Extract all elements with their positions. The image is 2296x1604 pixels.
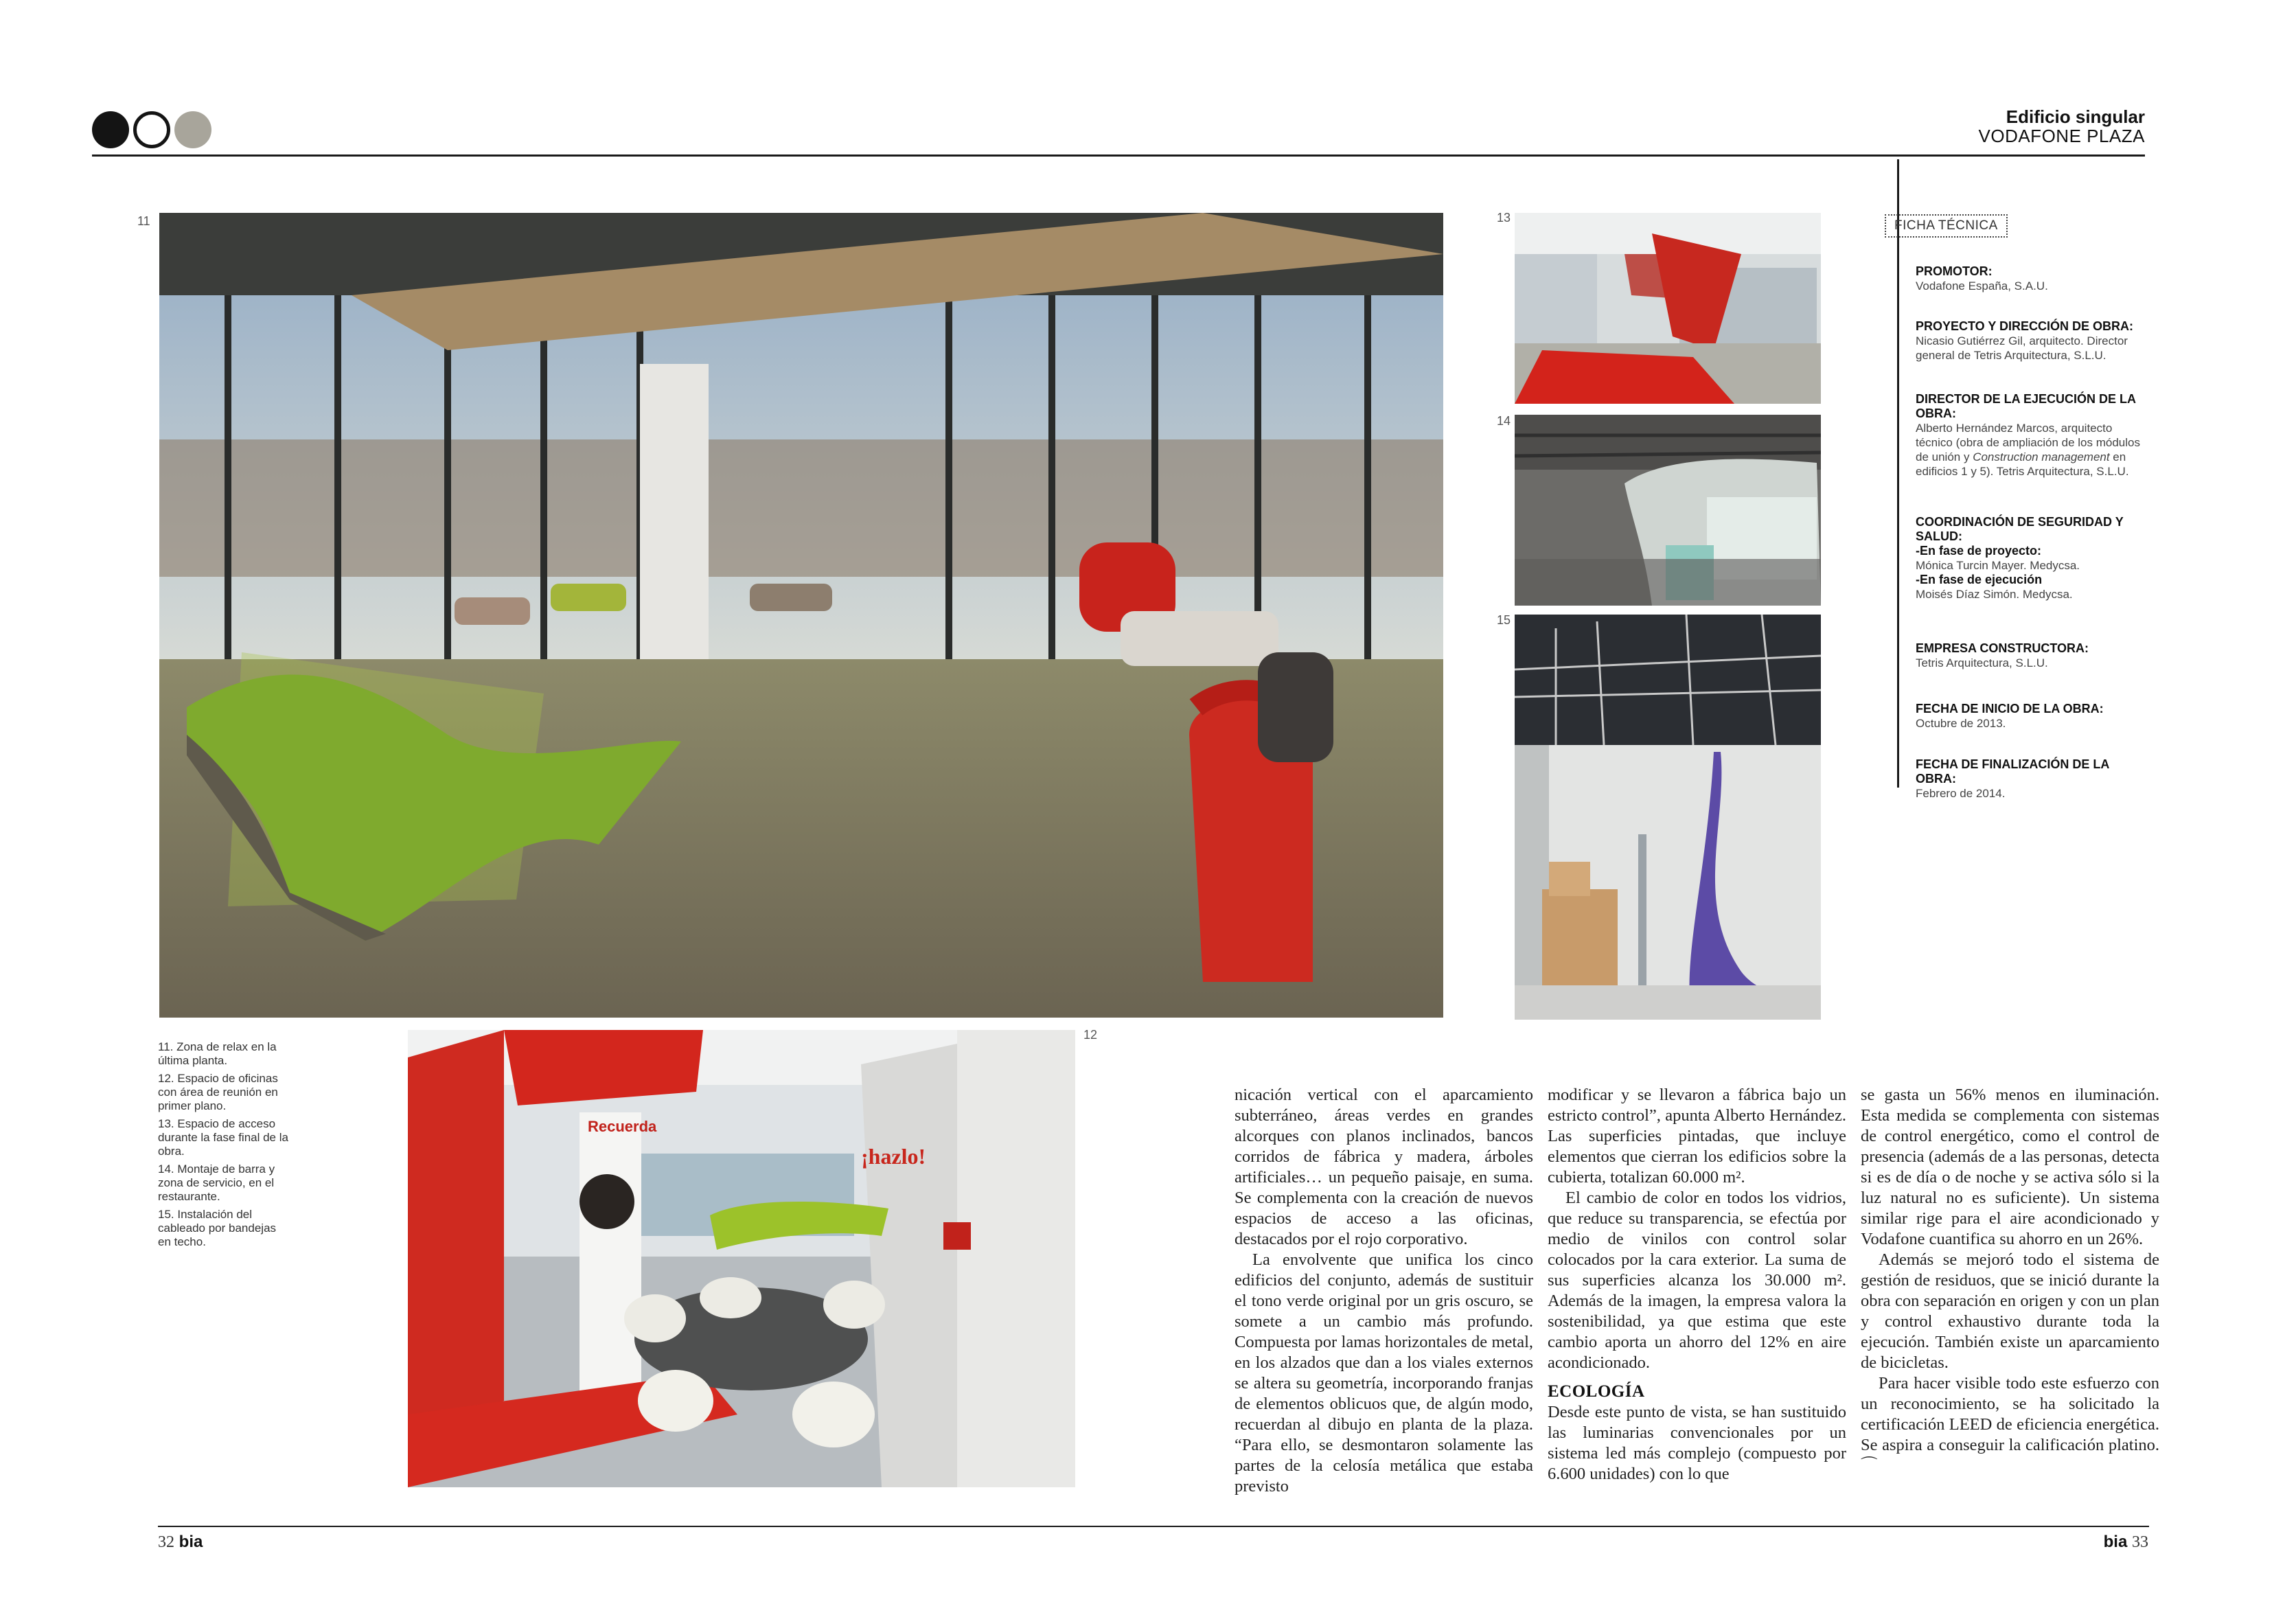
ficha-promotor [1916,264,2149,293]
sign-hazlo-text: ¡hazlo! [861,1144,926,1169]
fecha-inicio-value: Octubre de 2013. [1916,717,2006,730]
ficha-fecha-fin [1916,757,2149,801]
body-column-1 [1235,1085,1533,1497]
caption-11: 11. Zona de relax en la última planta. [158,1040,277,1067]
coordinacion-ejecucion-value: Moisés Díaz Simón. Medycsa. [1916,588,2073,601]
photo-bar-assembly [1515,415,1821,606]
caption-13: 13. Espacio de acceso durante la fase final de la obra. [158,1117,288,1158]
gray-dot [174,111,211,148]
footer-rule [158,1526,2149,1527]
figure-number-13: 13 [1497,211,1511,225]
sidebar-rule-top [1897,159,1899,221]
director-text-a: Alberto Hernández Marcos, arquitecto técnico (obra de ampliación de los módulos de unión y [1916,422,2140,463]
photo-access-space [1515,213,1821,404]
director-text-em: Construction management [1973,450,2110,463]
magazine-brand-left: bia [179,1533,203,1551]
proyecto-heading: PROYECTO Y DIRECCIÓN DE OBRA: [1916,319,2134,333]
figure-number-14: 14 [1497,414,1511,428]
white-dot [133,111,170,148]
sign-recuerda-text: Recuerda [588,1118,657,1135]
closing-text: Para hacer visible todo este esfuerzo con un reconocimiento, se ha solicitado la certificación LEED de eficiencia energética. Se aspira a conseguir la calificación platino. [1861,1374,2159,1454]
magazine-brand-right: bia [2103,1533,2128,1551]
coordinacion-proyecto-value: Mónica Turcin Mayer. Medycsa. [1916,559,2080,572]
photo-relax-zone [159,213,1443,1018]
body-paragraph: se gasta un 56% menos en iluminación. Esta medida se complementa con sistemas de control energético, como el control de presencia (además de a las personas, detecta si es de día o de noche y se activa sólo si la luz natural no es suficiente). Un sistema similar rige para el aire acondicionado y Vodafone cuantifica su ahorro en un 26%. [1861,1086,2159,1248]
ficha-coordinacion [1916,515,2149,602]
director-value [1916,421,2149,479]
coordinacion-ejecucion-heading: -En fase de ejecución [1916,573,2043,586]
black-dot [92,111,129,148]
figure-number-11: 11 [137,214,150,228]
figure-number-15: 15 [1497,613,1511,627]
photo-cable-trays [1515,615,1821,1020]
ficha-fecha-inicio [1916,702,2149,731]
ficha-empresa [1916,641,2149,670]
coordinacion-heading: COORDINACIÓN DE SEGURIDAD Y SALUD: [1916,515,2124,543]
section-label: Edificio singular [2006,106,2145,127]
body-column-3 [1861,1085,2159,1476]
figure-number-12: 12 [1083,1028,1098,1042]
director-heading: DIRECTOR DE LA EJECUCIÓN DE LA OBRA: [1916,392,2136,420]
body-paragraph: Además se mejoró todo el sistema de gestión de residuos, que se inició durante la obra con separación en origen y con un plan y control exhaustivo durante toda la ejecución. También existe un aparcamiento de bicicletas. [1861,1250,2159,1372]
promotor-value: Vodafone España, S.A.U. [1916,279,2048,293]
ficha-director [1916,392,2149,479]
photo-office-space [408,1030,1075,1487]
proyecto-value: Nicasio Gutiérrez Gil, arquitecto. Director general de Tetris Arquitectura, S.L.U. [1916,334,2128,362]
body-column-2 [1548,1085,1846,1485]
empresa-value: Tetris Arquitectura, S.L.U. [1916,656,2048,669]
empresa-heading: EMPRESA CONSTRUCTORA: [1916,641,2089,655]
section-heading-ecologia: ECOLOGÍA [1548,1382,1645,1401]
ficha-tecnica-title: FICHA TÉCNICA [1885,214,2008,238]
fecha-fin-value: Febrero de 2014. [1916,787,2006,800]
caption-14: 14. Montaje de barra y zona de servicio, en el restaurante. [158,1162,275,1203]
coordinacion-proyecto-heading: -En fase de proyecto: [1916,544,2042,558]
body-paragraph: Desde este punto de vista, se han sustituido las luminarias convencionales por un sistema led más complejo (compuesto por 6.600 unidades) con lo que [1548,1403,1846,1483]
body-paragraph: nicación vertical con el aparcamiento subterráneo, áreas verdes en grandes alcorques con planos inclinados, bancos corridos de fábrica y madera, árboles artificiales… un pequeño paisaje, en suma. Se complementa con la creación de nuevos espacios de acceso a las oficinas, destacados por el rojo corporativo. [1235,1086,1533,1248]
header-rule [92,154,2145,157]
photo-captions [158,1040,288,1253]
fecha-fin-heading: FECHA DE FINALIZACIÓN DE LA OBRA: [1916,757,2109,786]
body-paragraph: El cambio de color en todos los vidrios, que reduce su transparencia, se efectúa por medio de vinilos con control solar colocados por la cara exterior. La suma de sus superficies alcanza los 30.000 m². Además de la imagen, la empresa valora la sostenibilidad, ya que estima que este cambio aporta un ahorro del 12% en aire acondicionado. [1548,1189,1846,1372]
promotor-heading: PROMOTOR: [1916,264,1993,278]
footer-right [2104,1533,2148,1552]
page-number-left: 32 [158,1533,174,1551]
ficha-proyecto [1916,319,2149,363]
body-paragraph: La envolvente que unifica los cinco edificios del conjunto, además de sustituir el tono verde original por un gris oscuro, se somete a un cambio más profundo. Compuesta por lamas horizontales de metal, en los alzados que dan a los viales externos se altera su geometría, incorporando franjas de elementos oblicuos que, de algún modo, recuerdan al dibujo en planta de la plaza. “Para ello, se desmontaron solamente las partes de la celosía metálica que estaba previsto [1235,1250,1533,1496]
caption-12: 12. Espacio de oficinas con área de reunión en primer plano. [158,1072,278,1112]
director-text-b: en edificios 1 y 5). Tetris Arquitectura, S.L.U. [1916,450,2129,478]
caption-15: 15. Instalación del cableado por bandejas en techo. [158,1208,277,1248]
body-paragraph: modificar y se llevaron a fábrica bajo un estricto control”, apunta Alberto Hernández. Las superficies pintadas, que incluye elementos que cierran los edificios sobre la cubierta, totalizan 60.000 m². [1548,1086,1846,1187]
page-number-right: 33 [2132,1533,2148,1551]
body-paragraph [1861,1373,2159,1476]
fecha-inicio-heading: FECHA DE INICIO DE LA OBRA: [1916,702,2104,715]
section-marker-dots [92,111,211,148]
end-mark-icon: ⌒ [1861,1456,1878,1475]
footer-left [158,1533,203,1552]
topic-label: VODAFONE PLAZA [1978,126,2145,146]
sidebar-rule [1897,221,1899,788]
